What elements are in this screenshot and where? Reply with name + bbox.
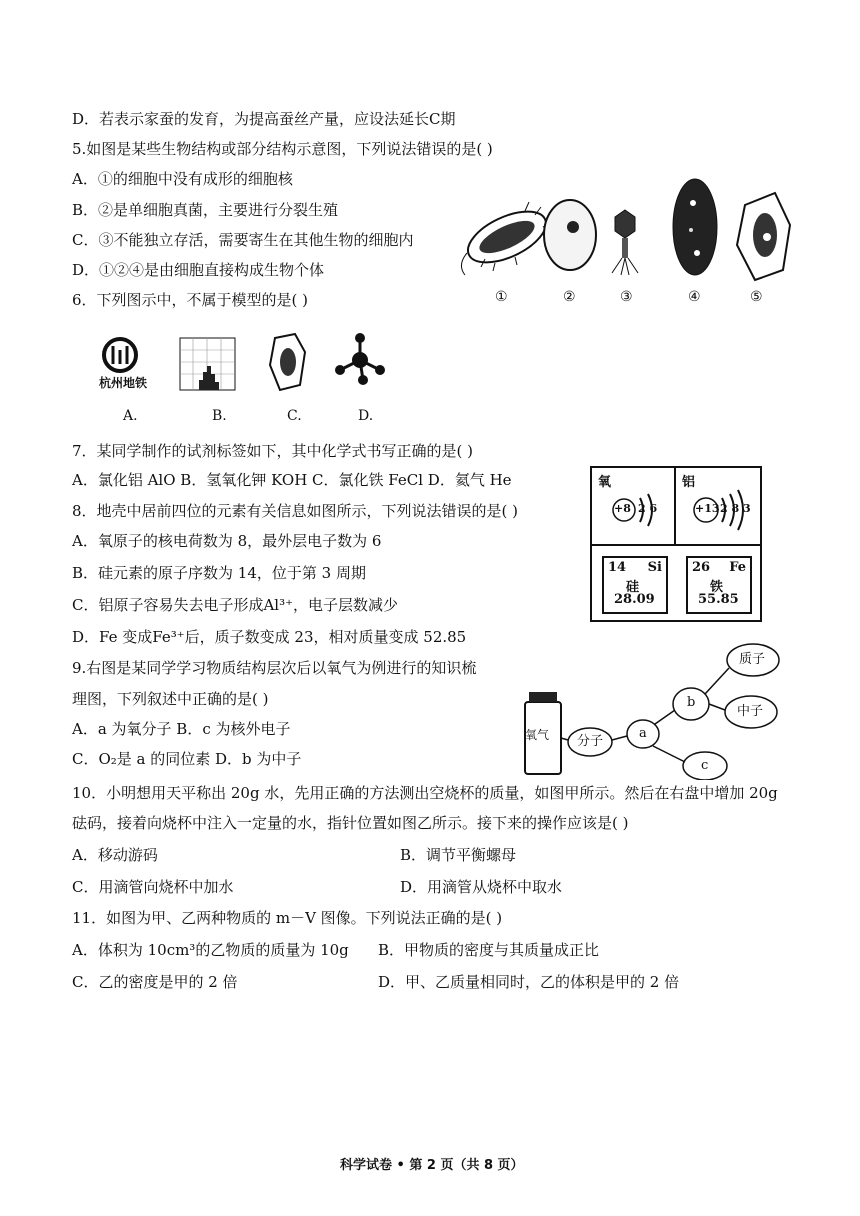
q5-option-c: C．③不能独立存活，需要寄生在其他生物的细胞内 (72, 231, 414, 249)
q8-option-d: D．Fe 变成Fe³⁺后，质子数变成 23，相对质量变成 52.85 (72, 628, 467, 646)
iron-name: 铁 (710, 580, 724, 595)
question-10-stem-line2: 砝码，接着向烧杯中注入一定量的水，指针位置如图乙所示。接下来的操作应该是( ) (72, 814, 629, 832)
virus-illustration (612, 210, 638, 275)
question-9-stem-line2: 理图，下列叙述中正确的是( ) (72, 690, 269, 708)
silicon-cell (602, 556, 668, 614)
iron-mass: 55.85 (698, 592, 739, 607)
diagram-node-b: b (687, 695, 696, 710)
oxygen-nucleus: +8 (614, 502, 631, 515)
diagram-node-c: c (701, 758, 709, 773)
diagram-neutron-label: 中子 (737, 704, 764, 719)
figure-label-5: ⑤ (750, 289, 763, 305)
q6-option-b-label: B. (212, 408, 227, 424)
plant-cell-illustration (737, 193, 790, 280)
q11-option-d: D．甲、乙质量相同时，乙的体积是甲的 2 倍 (378, 973, 680, 991)
q5-option-d: D．①②④是由细胞直接构成生物个体 (72, 261, 325, 279)
question-8-stem: 8．地壳中居前四位的元素有关信息如图所示，下列说法错误的是( ) (72, 502, 519, 520)
question-10-stem-line1: 10．小明想用天平称出 20g 水，先用正确的方法测出空烧杯的质量，如图甲所示。然后在右盘中增加 20g (72, 784, 778, 802)
q9-options-ab: A．a 为氧分子 B．c 为核外电子 (72, 720, 291, 738)
q10-option-c: C．用滴管向烧杯中加水 (72, 878, 234, 896)
q6-option-a-label: A. (123, 408, 138, 424)
q8-option-b: B．硅元素的原子序数为 14，位于第 3 周期 (72, 564, 366, 582)
page-footer: 科学试卷 • 第 2 页（共 8 页） (340, 1158, 524, 1173)
silicon-symbol: Si (647, 560, 662, 575)
silicon-number: 14 (608, 560, 627, 575)
q11-option-b: B．甲物质的密度与其质量成正比 (378, 941, 600, 959)
oxygen-name: 氧 (598, 475, 612, 490)
question-11-stem: 11．如图为甲、乙两种物质的 m－V 图像。下列说法正确的是( ) (72, 909, 503, 927)
q9-options-cd: C．O₂是 a 的同位素 D．b 为中子 (72, 750, 302, 768)
bacterium-illustration (460, 201, 553, 275)
aluminum-name: 铝 (682, 475, 696, 490)
oxygen-atom-diagram (602, 488, 672, 536)
diagram-node-a: a (639, 726, 647, 741)
oxygen-structure-diagram (515, 640, 815, 780)
question-option-d: D．若表示家蚕的发育，为提高蚕丝产量，应设法延长C期 (72, 110, 456, 128)
q7-options: A．氯化铝 AlO B．氢氧化钾 KOH C．氯化铁 FeCl D．氦气 He (72, 471, 512, 489)
diagram-molecule-label: 分子 (577, 734, 604, 749)
figure-label-2: ② (563, 289, 576, 305)
paramecium-illustration (673, 179, 717, 275)
molecule-model (335, 333, 385, 385)
diagram-proton-label: 质子 (739, 652, 766, 667)
aluminum-cell (676, 468, 760, 546)
iron-symbol: Fe (729, 560, 746, 575)
q5-option-a: A．①的细胞中没有成形的细胞核 (72, 170, 293, 188)
metro-logo-icon (104, 339, 136, 371)
iron-number: 26 (692, 560, 711, 575)
silicon-name: 硅 (626, 580, 640, 595)
iron-cell (686, 556, 752, 614)
oxygen-shells: 2 6 (638, 502, 658, 515)
q10-option-d: D．用滴管从烧杯中取水 (400, 878, 563, 896)
figure-label-4: ④ (688, 289, 701, 305)
cell-model (270, 334, 305, 390)
q11-option-c: C．乙的密度是甲的 2 倍 (72, 973, 238, 991)
question-7-stem: 7．某同学制作的试剂标签如下，其中化学式书写正确的是( ) (72, 442, 474, 460)
oxygen-cell (592, 468, 676, 546)
histogram-model (180, 338, 235, 390)
figure-label-3: ③ (620, 289, 633, 305)
silicon-mass: 28.09 (614, 592, 655, 607)
q10-option-b: B．调节平衡螺母 (400, 846, 517, 864)
q10-option-a: A．移动游码 (72, 846, 158, 864)
aluminum-nucleus: +13 (695, 502, 720, 515)
metro-logo-text: 杭州地铁 (99, 376, 148, 390)
figure-label-1: ① (495, 289, 508, 305)
q8-option-c: C．铝原子容易失去电子形成Al³⁺，电子层数减少 (72, 596, 399, 614)
aluminum-shells: 2 8 3 (720, 502, 751, 515)
question-5-stem: 5.如图是某些生物结构或部分结构示意图，下列说法错误的是( ) (72, 140, 493, 158)
question-6-stem: 6．下列图示中，不属于模型的是( ) (72, 291, 309, 309)
diagram-oxygen-label: 氧气 (525, 728, 550, 742)
q5-option-b: B．②是单细胞真菌，主要进行分裂生殖 (72, 201, 339, 219)
q11-option-a: A．体积为 10cm³的乙物质的质量为 10g (72, 941, 349, 959)
q6-option-d-label: D. (358, 408, 374, 424)
element-info-table (590, 466, 762, 622)
q6-option-c-label: C. (287, 408, 302, 424)
question-9-stem-line1: 9.右图是某同学学习物质结构层次后以氧气为例进行的知识梳 (72, 659, 477, 677)
yeast-illustration (544, 200, 596, 270)
q8-option-a: A．氧原子的核电荷数为 8，最外层电子数为 6 (72, 532, 382, 550)
